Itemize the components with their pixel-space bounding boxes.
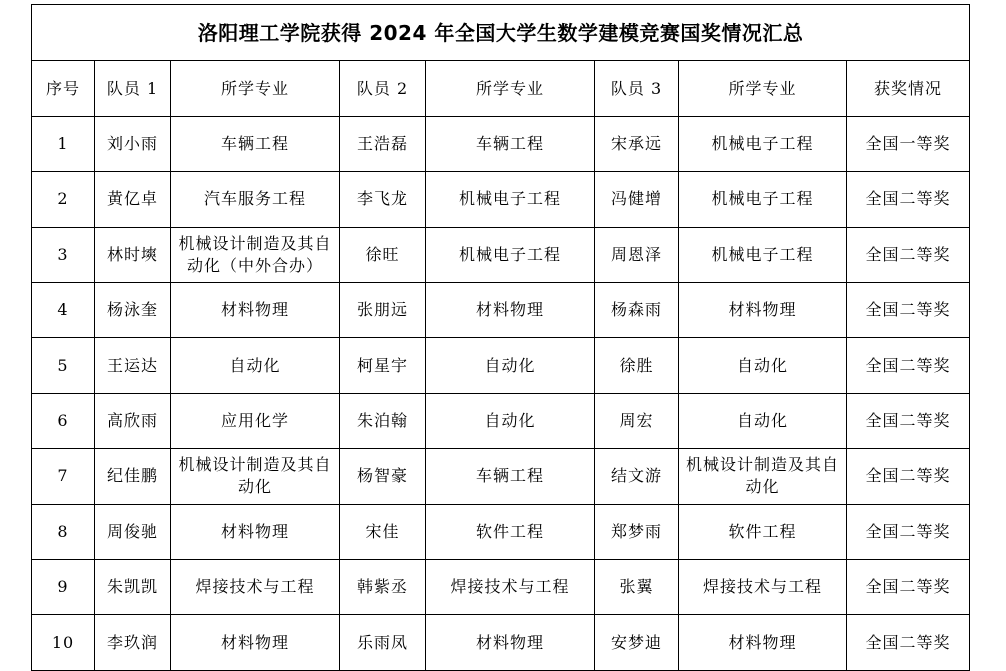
row-index-cell: 3 — [32, 227, 95, 282]
major-3-cell: 机械电子工程 — [679, 227, 847, 282]
member-3-cell: 张翼 — [595, 560, 679, 615]
header-major-2: 所学专业 — [426, 61, 595, 116]
member-1-cell: 纪佳鹏 — [95, 449, 171, 504]
major-1-cell: 材料物理 — [171, 615, 340, 671]
major-1-cell: 机械设计制造及其自动化（中外合办） — [171, 227, 340, 282]
major-1-cell: 汽车服务工程 — [171, 172, 340, 227]
major-1-cell: 车辆工程 — [171, 116, 340, 171]
table-row — [32, 116, 970, 171]
major-2-cell: 软件工程 — [426, 504, 595, 559]
row-index-cell: 9 — [32, 560, 95, 615]
major-1-cell: 自动化 — [171, 338, 340, 393]
header-award: 获奖情况 — [847, 61, 970, 116]
member-1-cell: 高欣雨 — [95, 393, 171, 448]
major-3-cell: 材料物理 — [679, 283, 847, 338]
major-3-cell: 材料物理 — [679, 615, 847, 671]
award-cell: 全国二等奖 — [847, 615, 970, 671]
member-1-cell: 王运达 — [95, 338, 171, 393]
major-1-cell: 材料物理 — [171, 283, 340, 338]
major-3-cell: 自动化 — [679, 393, 847, 448]
major-2-cell: 自动化 — [426, 338, 595, 393]
row-index-cell: 1 — [32, 116, 95, 171]
table-row — [32, 449, 970, 504]
member-2-cell: 徐旺 — [340, 227, 426, 282]
major-2-cell: 机械电子工程 — [426, 172, 595, 227]
header-member-3: 队员 3 — [595, 61, 679, 116]
member-3-cell: 宋承远 — [595, 116, 679, 171]
major-3-cell: 焊接技术与工程 — [679, 560, 847, 615]
award-cell: 全国二等奖 — [847, 172, 970, 227]
table-row — [32, 283, 970, 338]
member-3-cell: 安梦迪 — [595, 615, 679, 671]
row-index-cell: 6 — [32, 393, 95, 448]
header-member-1: 队员 1 — [95, 61, 171, 116]
member-1-cell: 刘小雨 — [95, 116, 171, 171]
row-index-cell: 2 — [32, 172, 95, 227]
award-cell: 全国二等奖 — [847, 560, 970, 615]
member-2-cell: 韩紫丞 — [340, 560, 426, 615]
member-3-cell: 杨森雨 — [595, 283, 679, 338]
major-2-cell: 车辆工程 — [426, 116, 595, 171]
row-index-cell: 8 — [32, 504, 95, 559]
major-3-cell: 机械设计制造及其自动化 — [679, 449, 847, 504]
member-1-cell: 林时塽 — [95, 227, 171, 282]
table-row — [32, 504, 970, 559]
member-2-cell: 宋佳 — [340, 504, 426, 559]
major-2-cell: 材料物理 — [426, 615, 595, 671]
member-1-cell: 周俊驰 — [95, 504, 171, 559]
member-2-cell: 杨智豪 — [340, 449, 426, 504]
major-2-cell: 机械电子工程 — [426, 227, 595, 282]
major-1-cell: 材料物理 — [171, 504, 340, 559]
member-3-cell: 徐胜 — [595, 338, 679, 393]
row-index-cell: 7 — [32, 449, 95, 504]
header-major-1: 所学专业 — [171, 61, 340, 116]
member-2-cell: 乐雨凤 — [340, 615, 426, 671]
member-2-cell: 张朋远 — [340, 283, 426, 338]
member-1-cell: 李玖润 — [95, 615, 171, 671]
award-cell: 全国二等奖 — [847, 393, 970, 448]
table-title: 洛阳理工学院获得 2024 年全国大学生数学建模竞赛国奖情况汇总 — [32, 5, 970, 61]
member-3-cell: 周宏 — [595, 393, 679, 448]
member-3-cell: 郑梦雨 — [595, 504, 679, 559]
major-2-cell: 自动化 — [426, 393, 595, 448]
table-row — [32, 560, 970, 615]
award-cell: 全国二等奖 — [847, 283, 970, 338]
row-index-cell: 10 — [32, 615, 95, 671]
award-cell: 全国二等奖 — [847, 227, 970, 282]
major-1-cell: 焊接技术与工程 — [171, 560, 340, 615]
table-row — [32, 393, 970, 448]
header-row — [32, 61, 970, 116]
header-index: 序号 — [32, 61, 95, 116]
title-row — [32, 5, 970, 61]
table-row — [32, 615, 970, 671]
major-3-cell: 软件工程 — [679, 504, 847, 559]
header-major-3: 所学专业 — [679, 61, 847, 116]
row-index-cell: 5 — [32, 338, 95, 393]
major-3-cell: 机械电子工程 — [679, 172, 847, 227]
member-2-cell: 李飞龙 — [340, 172, 426, 227]
table-row — [32, 338, 970, 393]
major-3-cell: 机械电子工程 — [679, 116, 847, 171]
major-2-cell: 材料物理 — [426, 283, 595, 338]
table-row — [32, 172, 970, 227]
member-2-cell: 柯星宇 — [340, 338, 426, 393]
major-2-cell: 车辆工程 — [426, 449, 595, 504]
major-2-cell: 焊接技术与工程 — [426, 560, 595, 615]
member-2-cell: 王浩磊 — [340, 116, 426, 171]
member-1-cell: 朱凯凯 — [95, 560, 171, 615]
major-3-cell: 自动化 — [679, 338, 847, 393]
major-1-cell: 应用化学 — [171, 393, 340, 448]
member-1-cell: 黄亿卓 — [95, 172, 171, 227]
award-cell: 全国二等奖 — [847, 449, 970, 504]
award-cell: 全国二等奖 — [847, 504, 970, 559]
award-cell: 全国二等奖 — [847, 338, 970, 393]
header-member-2: 队员 2 — [340, 61, 426, 116]
member-3-cell: 冯健增 — [595, 172, 679, 227]
member-1-cell: 杨泳奎 — [95, 283, 171, 338]
member-3-cell: 结文游 — [595, 449, 679, 504]
awards-table — [31, 4, 970, 671]
major-1-cell: 机械设计制造及其自动化 — [171, 449, 340, 504]
row-index-cell: 4 — [32, 283, 95, 338]
member-2-cell: 朱泊翰 — [340, 393, 426, 448]
table-row — [32, 227, 970, 282]
award-cell: 全国一等奖 — [847, 116, 970, 171]
member-3-cell: 周恩泽 — [595, 227, 679, 282]
